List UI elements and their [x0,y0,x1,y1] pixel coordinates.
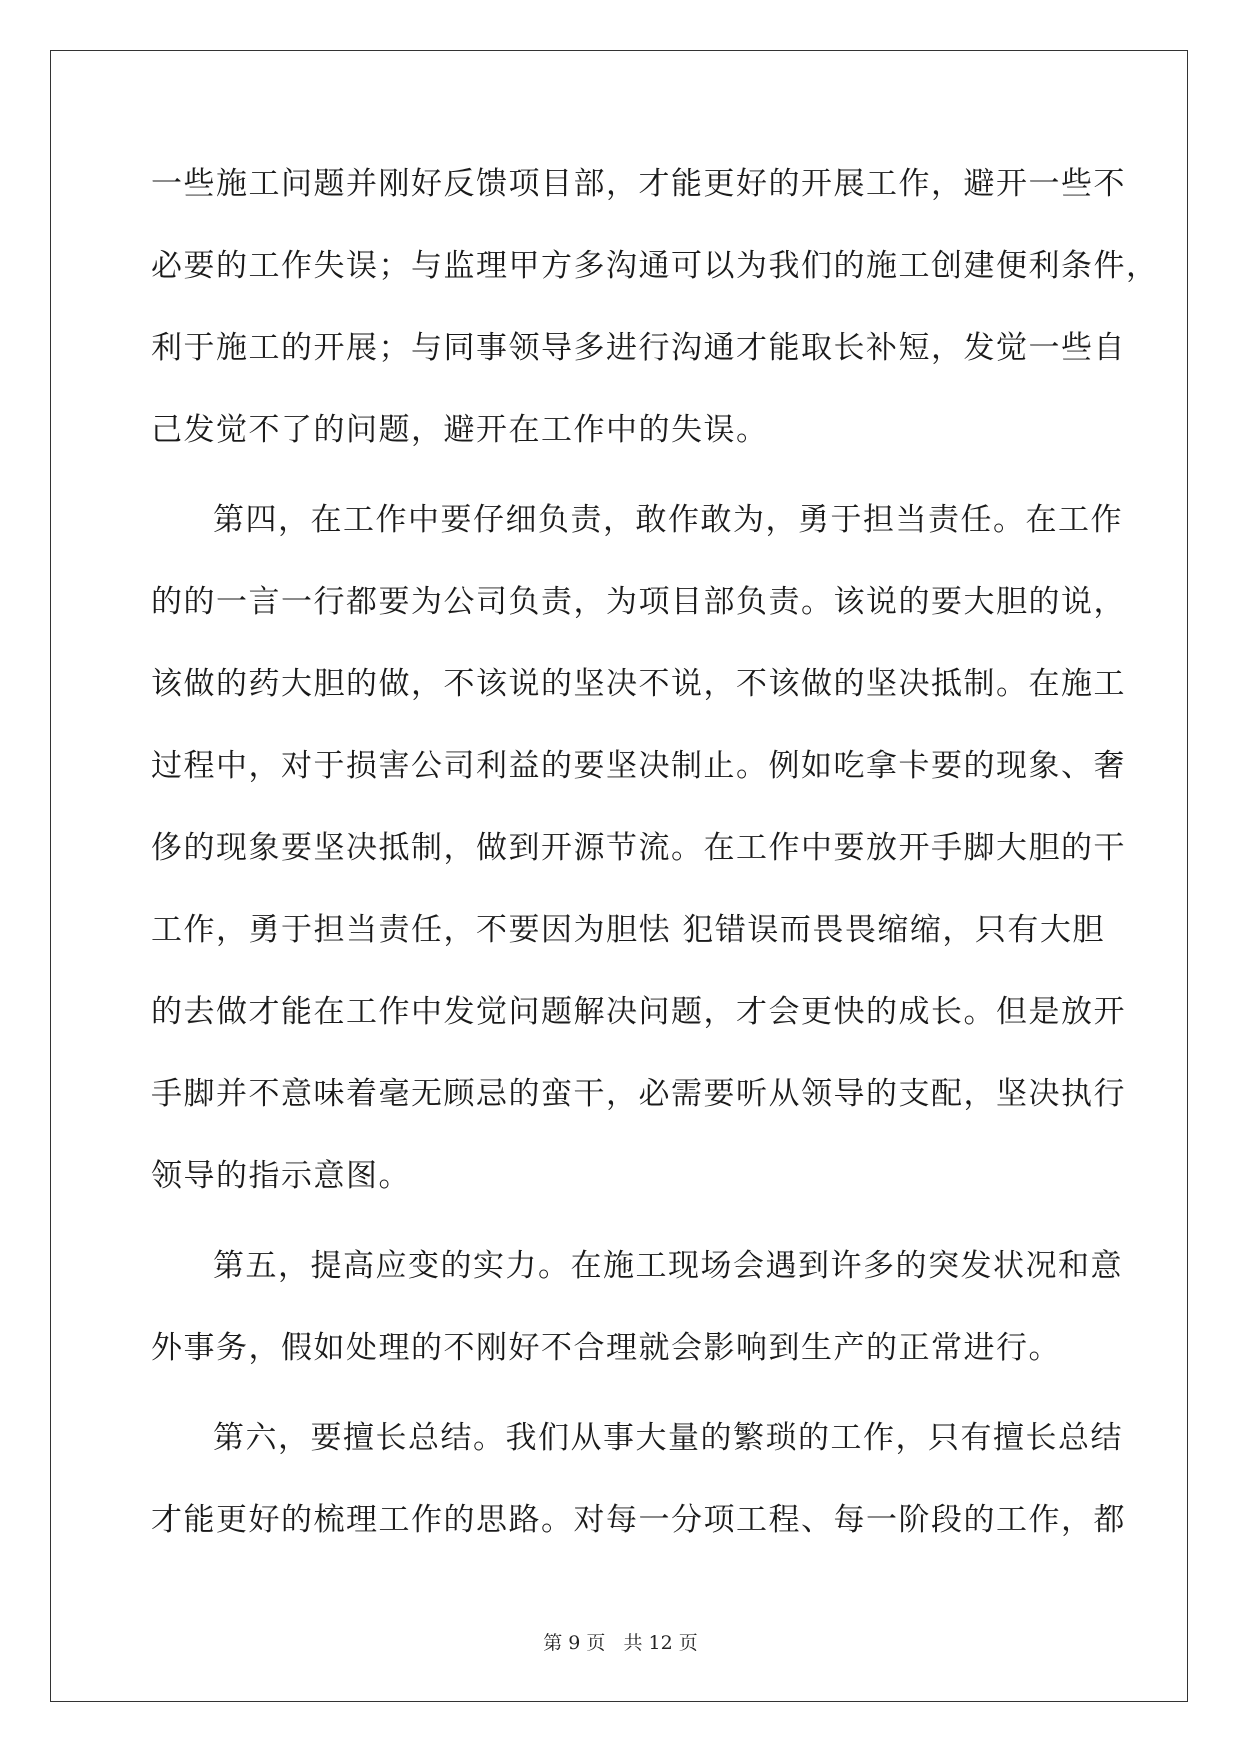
text-line: 工作，勇于担当责任，不要因为胆怯 犯错误而畏畏缩缩，只有大胆 [151,912,1105,948]
text-line: 利于施工的开展；与同事领导多进行沟通才能取长补短，发觉一些自 [151,330,1126,366]
page-number: 第 9 页 [543,1632,606,1654]
text-line: 过程中，对于损害公司利益的要坚决制止。例如吃拿卡要的现象、奢 [151,748,1126,784]
text-line: 该做的药大胆的做，不该说的坚决不说，不该做的坚决抵制。在施工 [151,666,1126,702]
page-footer [0,1631,1241,1655]
text-line: 外事务，假如处理的不刚好不合理就会影响到生产的正常进行。 [151,1330,1061,1366]
text-line: 手脚并不意味着毫无顾忌的蛮干，必需要听从领导的支配，坚决执行 [151,1076,1126,1112]
paragraph-start-line: 第五，提高应变的实力。在施工现场会遇到许多的突发状况和意 [213,1248,1123,1284]
text-line: 一些施工问题并刚好反馈项目部，才能更好的开展工作，避开一些不 [151,166,1126,202]
text-line: 侈的现象要坚决抵制，做到开源节流。在工作中要放开手脚大胆的干 [151,830,1126,866]
document-body [151,162,1159,1580]
text-line: 己发觉不了的问题，避开在工作中的失误。 [151,412,769,448]
paragraph-start-line: 第六，要擅长总结。我们从事大量的繁琐的工作，只有擅长总结 [213,1420,1123,1456]
text-line: 领导的指示意图。 [151,1158,411,1194]
page-total: 共 12 页 [623,1632,698,1654]
text-line: 才能更好的梳理工作的思路。对每一分项工程、每一阶段的工作，都 [151,1502,1126,1538]
text-line: 的的一言一行都要为公司负责，为项目部负责。该说的要大胆的说， [151,584,1126,620]
text-line: 必要的工作失误；与监理甲方多沟通可以为我们的施工创建便利条件， [151,248,1159,284]
paragraph-start-line: 第四，在工作中要仔细负责，敢作敢为，勇于担当责任。在工作 [213,502,1123,538]
text-line: 的去做才能在工作中发觉问题解决问题，才会更快的成长。但是放开 [151,994,1126,1030]
